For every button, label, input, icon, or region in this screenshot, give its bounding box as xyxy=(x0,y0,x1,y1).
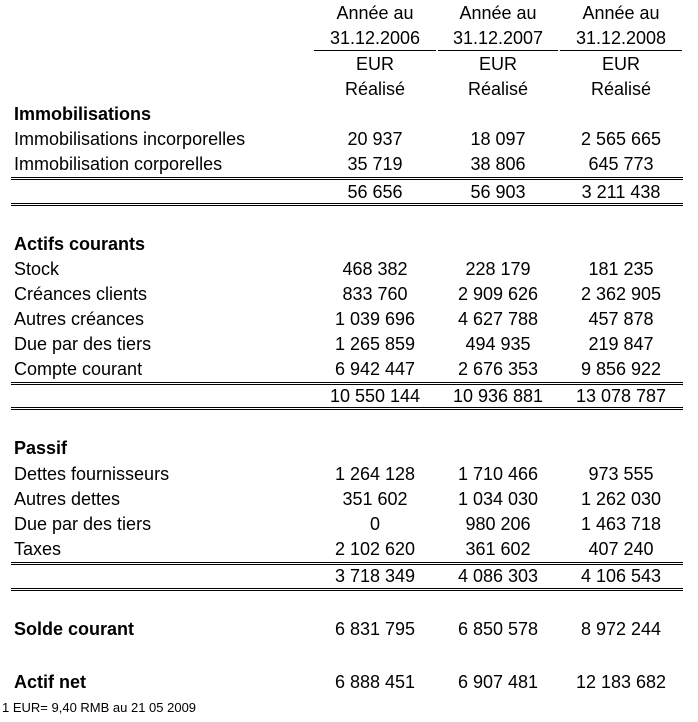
total-rule-top xyxy=(11,179,683,180)
header-underline-2006 xyxy=(314,50,436,51)
cell-2008: 1 262 030 xyxy=(580,489,662,509)
cell-2006: 6 942 447 xyxy=(334,359,416,379)
cell-2006: 1 265 859 xyxy=(334,334,416,354)
actif-net-2008: 12 183 682 xyxy=(575,672,667,692)
cell-2008: 2 362 905 xyxy=(580,284,662,304)
row-label: Taxes xyxy=(14,539,62,559)
cell-2006: 0 xyxy=(369,514,380,534)
cell-2008: 457 878 xyxy=(588,309,654,329)
cell-2007: 2 909 626 xyxy=(457,284,539,304)
cell-2007: 361 602 xyxy=(465,539,531,559)
cell-2006: 833 760 xyxy=(342,284,408,304)
total-rule-bottom xyxy=(11,409,683,410)
total-2006: 56 656 xyxy=(347,182,403,202)
cell-2008: 2 565 665 xyxy=(580,129,662,149)
header-underline-2007 xyxy=(438,50,558,51)
total-rule-bottom xyxy=(11,407,683,408)
total-rule-top xyxy=(11,177,683,178)
row-label: Immobilisations incorporelles xyxy=(14,129,246,149)
solde-courant-label: Solde courant xyxy=(14,619,135,639)
cell-2006: 1 264 128 xyxy=(334,464,416,484)
cell-2007: 4 627 788 xyxy=(457,309,539,329)
col-header-2006-line2: 31.12.2006 xyxy=(329,28,421,48)
header-underline-2008 xyxy=(560,50,682,51)
cell-2006: 468 382 xyxy=(342,259,408,279)
row-label: Due par des tiers xyxy=(14,514,152,534)
cell-2007: 2 676 353 xyxy=(457,359,539,379)
cell-2008: 645 773 xyxy=(588,154,654,174)
cell-2008: 973 555 xyxy=(588,464,654,484)
col-header-2007-line2: 31.12.2007 xyxy=(452,28,544,48)
actif-net-2006: 6 888 451 xyxy=(334,672,416,692)
total-rule-top xyxy=(11,382,683,383)
cell-2008: 1 463 718 xyxy=(580,514,662,534)
solde-courant-2007: 6 850 578 xyxy=(457,619,539,639)
col-header-2006-line4: Réalisé xyxy=(344,79,406,99)
cell-2007: 1 710 466 xyxy=(457,464,539,484)
row-label: Compte courant xyxy=(14,359,143,379)
total-rule-top xyxy=(11,562,683,563)
section-title-immobilisations: Immobilisations xyxy=(14,104,152,124)
col-header-2007-line1: Année au xyxy=(459,3,537,23)
row-label: Stock xyxy=(14,259,60,279)
col-header-2006-line1: Année au xyxy=(336,3,414,23)
cell-2006: 351 602 xyxy=(342,489,408,509)
cell-2008: 407 240 xyxy=(588,539,654,559)
section-title-actifs-courants: Actifs courants xyxy=(14,234,146,254)
section-title-passif: Passif xyxy=(14,438,68,458)
total-rule-bottom xyxy=(11,205,683,206)
col-header-2008-line1: Année au xyxy=(582,3,660,23)
cell-2007: 228 179 xyxy=(465,259,531,279)
total-rule-bottom xyxy=(11,588,683,589)
cell-2006: 2 102 620 xyxy=(334,539,416,559)
total-2007: 10 936 881 xyxy=(452,386,544,406)
row-label: Autres dettes xyxy=(14,489,121,509)
cell-2007: 494 935 xyxy=(465,334,531,354)
row-label: Autres créances xyxy=(14,309,145,329)
row-label: Dettes fournisseurs xyxy=(14,464,170,484)
cell-2007: 980 206 xyxy=(465,514,531,534)
col-header-2007-line3: EUR xyxy=(478,54,517,74)
total-2008: 13 078 787 xyxy=(575,386,667,406)
row-label: Créances clients xyxy=(14,284,148,304)
total-rule-bottom xyxy=(11,203,683,204)
col-header-2006-line3: EUR xyxy=(355,54,394,74)
col-header-2008-line3: EUR xyxy=(601,54,640,74)
col-header-2008-line4: Réalisé xyxy=(590,79,652,99)
cell-2006: 35 719 xyxy=(347,154,403,174)
cell-2007: 38 806 xyxy=(470,154,526,174)
col-header-2007-line4: Réalisé xyxy=(467,79,529,99)
cell-2006: 1 039 696 xyxy=(334,309,416,329)
row-label: Due par des tiers xyxy=(14,334,152,354)
exchange-rate-footnote: 1 EUR= 9,40 RMB au 21 05 2009 xyxy=(2,700,197,715)
solde-courant-2006: 6 831 795 xyxy=(334,619,416,639)
total-2008: 3 211 438 xyxy=(581,182,661,202)
cell-2008: 181 235 xyxy=(588,259,654,279)
total-2007: 4 086 303 xyxy=(457,566,539,586)
cell-2006: 20 937 xyxy=(347,129,403,149)
cell-2008: 219 847 xyxy=(588,334,654,354)
actif-net-2007: 6 907 481 xyxy=(457,672,539,692)
actif-net-label: Actif net xyxy=(14,672,86,692)
row-label: Immobilisation corporelles xyxy=(14,154,223,174)
total-2007: 56 903 xyxy=(470,182,526,202)
total-2008: 4 106 543 xyxy=(580,566,662,586)
cell-2007: 18 097 xyxy=(470,129,526,149)
solde-courant-2008: 8 972 244 xyxy=(580,619,662,639)
cell-2008: 9 856 922 xyxy=(580,359,662,379)
total-2006: 10 550 144 xyxy=(329,386,421,406)
cell-2007: 1 034 030 xyxy=(457,489,539,509)
total-rule-bottom xyxy=(11,590,683,591)
col-header-2008-line2: 31.12.2008 xyxy=(575,28,667,48)
total-2006: 3 718 349 xyxy=(334,566,416,586)
